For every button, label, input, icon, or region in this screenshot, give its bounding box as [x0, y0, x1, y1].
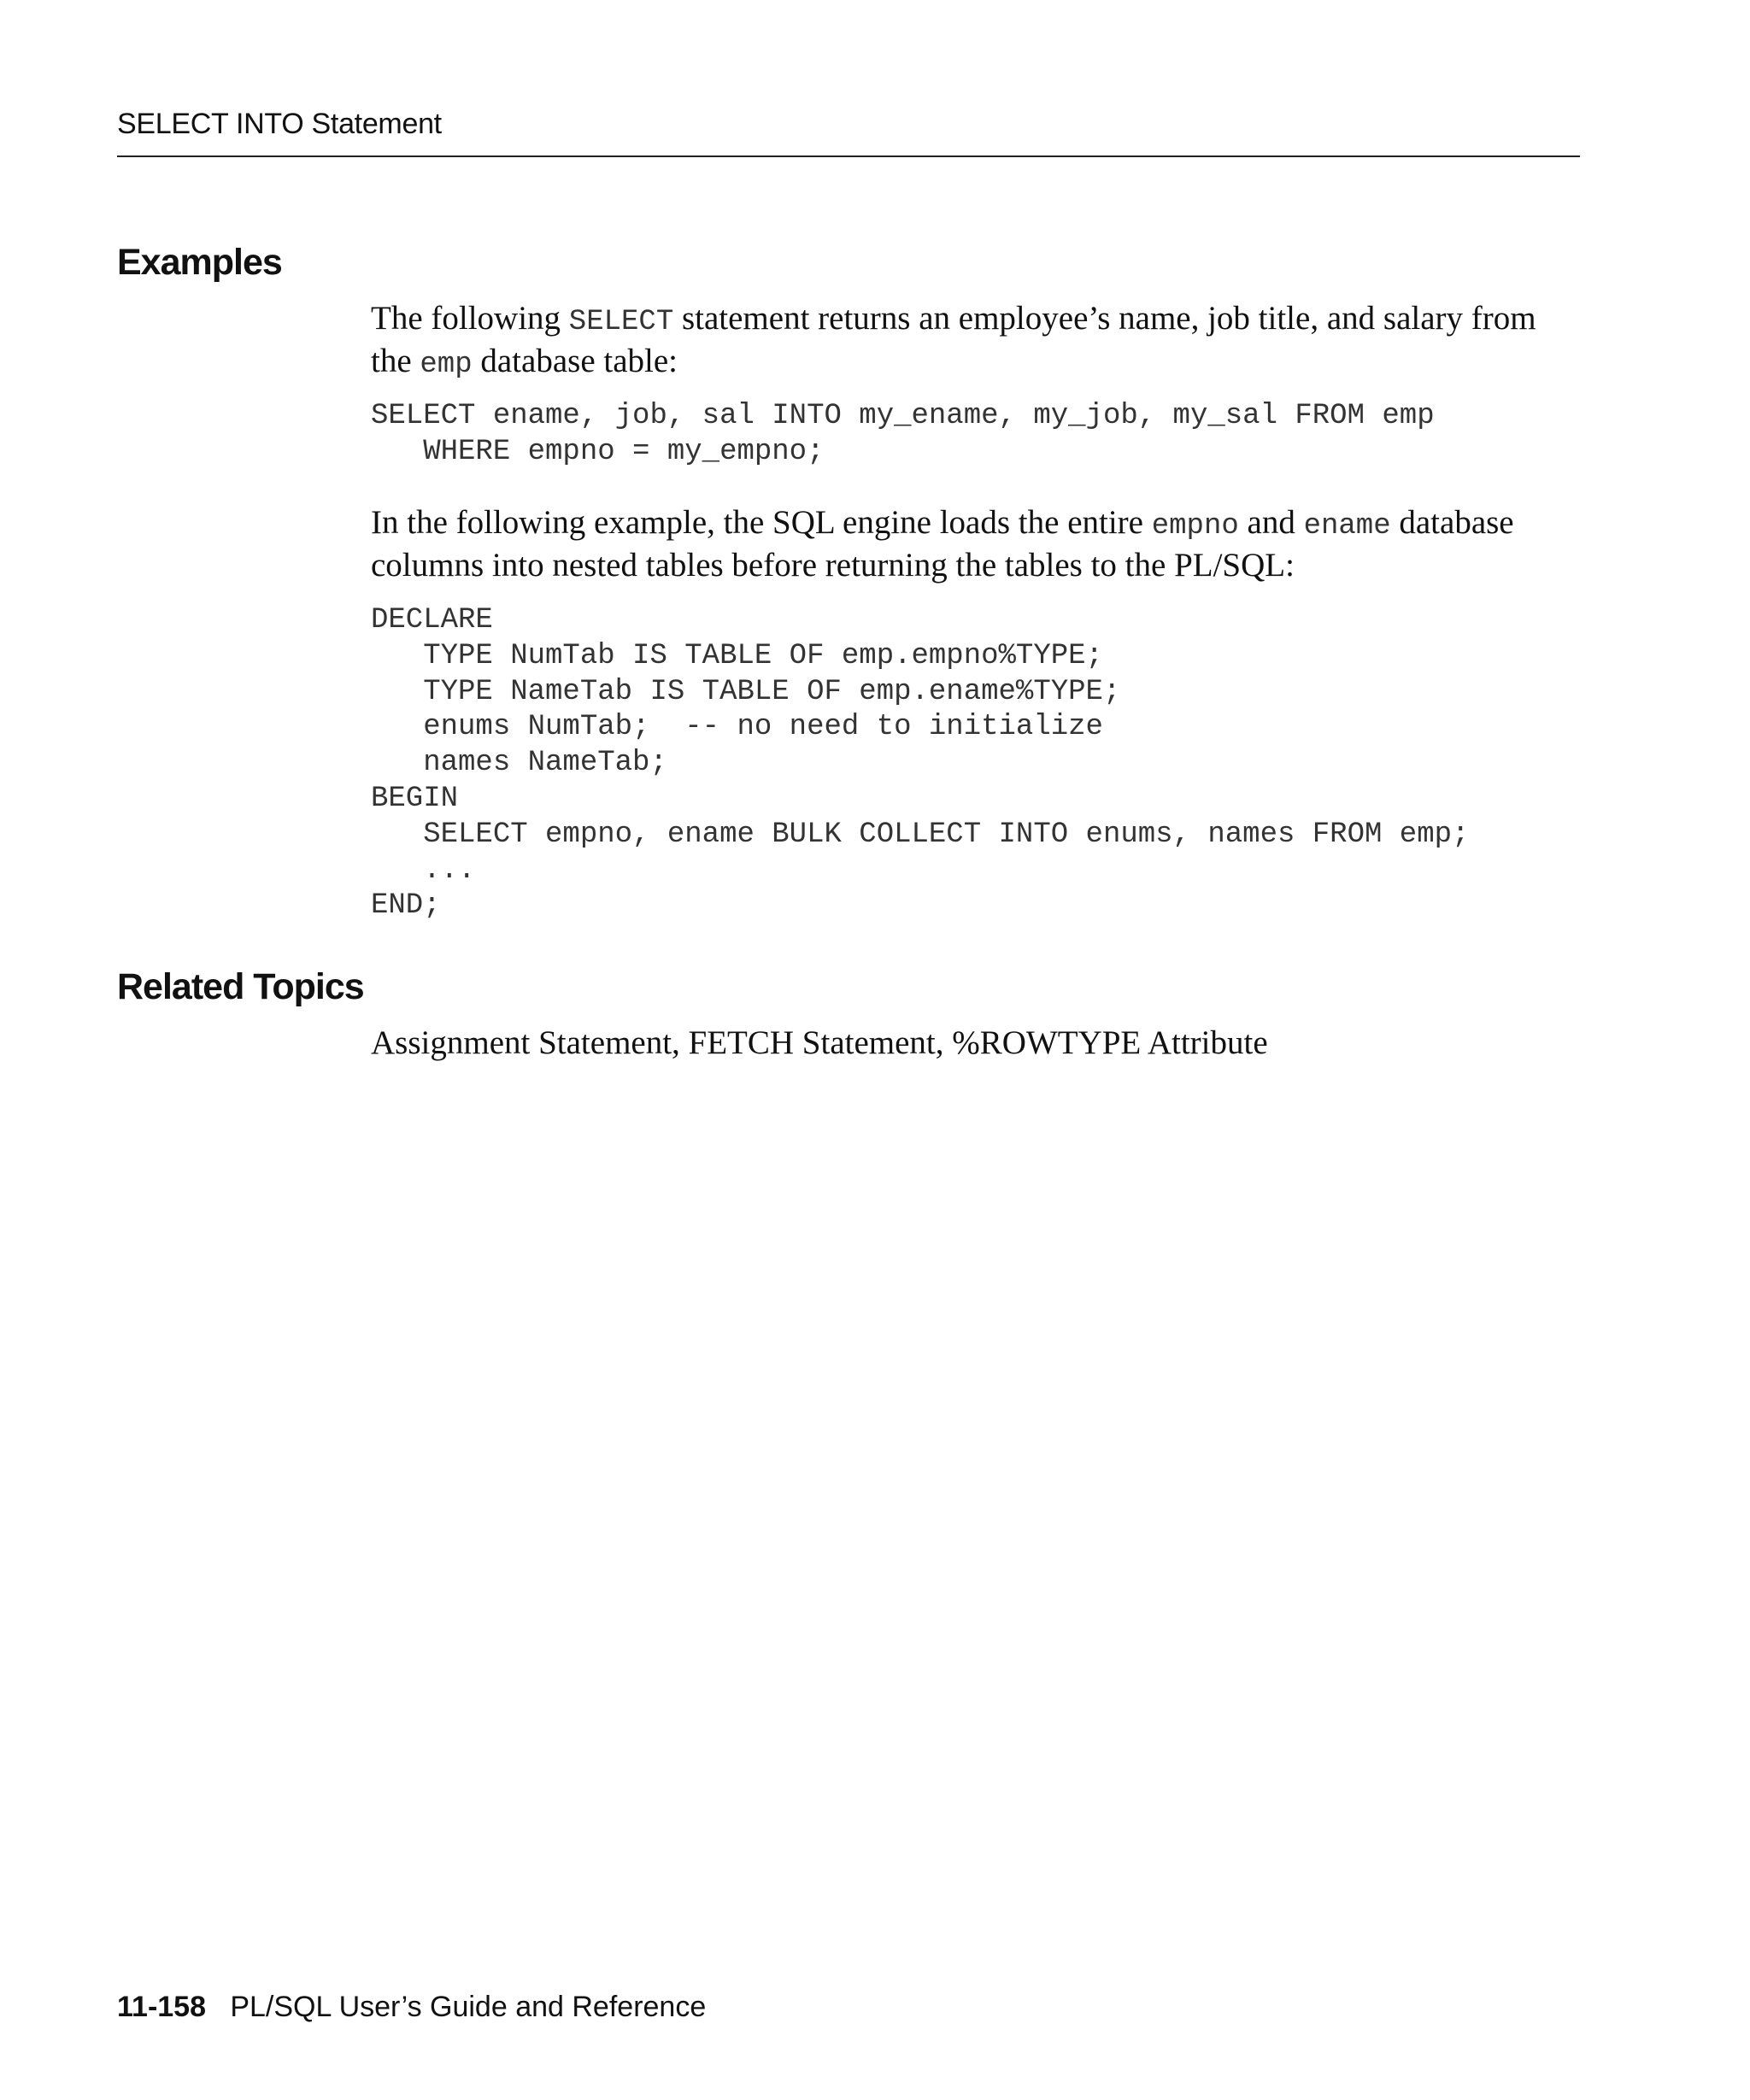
para1-text-post: database table:: [472, 343, 678, 379]
page-number: 11-158: [117, 1991, 206, 2023]
book-title: PL/SQL User’s Guide and Reference: [230, 1991, 707, 2023]
para2-code-empno: empno: [1151, 510, 1239, 543]
examples-paragraph-1: [371, 299, 1584, 384]
page-footer: [117, 1991, 706, 2024]
code-line: DECLARE: [371, 604, 493, 636]
para2-code-ename: ename: [1303, 510, 1391, 543]
running-header: SELECT INTO Statement: [117, 108, 442, 140]
para1-code-select: SELECT: [568, 306, 674, 338]
code-line: SELECT empno, ename BULK COLLECT INTO enums, names FROM emp;: [371, 818, 1470, 851]
code-example-2: [371, 603, 1469, 924]
para1-code-emp: emp: [420, 349, 473, 381]
para2-text-mid: and: [1238, 504, 1304, 541]
code-example-1: [371, 399, 1435, 471]
code-line: TYPE NumTab IS TABLE OF emp.empno%TYPE;: [371, 639, 1103, 672]
related-topics-text: Assignment Statement, FETCH Statement, %ROWTYPE Attribute: [371, 1024, 1268, 1061]
code-line: BEGIN: [371, 782, 459, 815]
code-line: SELECT ename, job, sal INTO my_ename, my_job, my_sal FROM emp: [371, 400, 1435, 432]
para1-text-pre: The following: [371, 300, 569, 337]
code-line: enums NumTab; -- no need to initialize: [371, 711, 1103, 744]
para1-text-mid: statement returns an employee’s name, job title, and salary from the: [371, 300, 1536, 379]
code-line: WHERE empno = my_empno;: [371, 435, 825, 468]
examples-heading: Examples: [117, 242, 282, 283]
para2-text-pre: In the following example, the SQL engine loads the entire: [371, 504, 1152, 541]
related-topics-heading: Related Topics: [117, 966, 364, 1007]
header-rule: [117, 155, 1580, 157]
code-line: TYPE NameTab IS TABLE OF emp.ename%TYPE;: [371, 675, 1121, 708]
code-line: names NameTab;: [371, 747, 667, 780]
code-line: ...: [371, 853, 476, 887]
examples-paragraph-2: [371, 503, 1584, 585]
para2-text-post: database columns into nested tables before returning the tables to the PL/SQL:: [371, 504, 1514, 584]
code-line: END;: [371, 889, 441, 923]
